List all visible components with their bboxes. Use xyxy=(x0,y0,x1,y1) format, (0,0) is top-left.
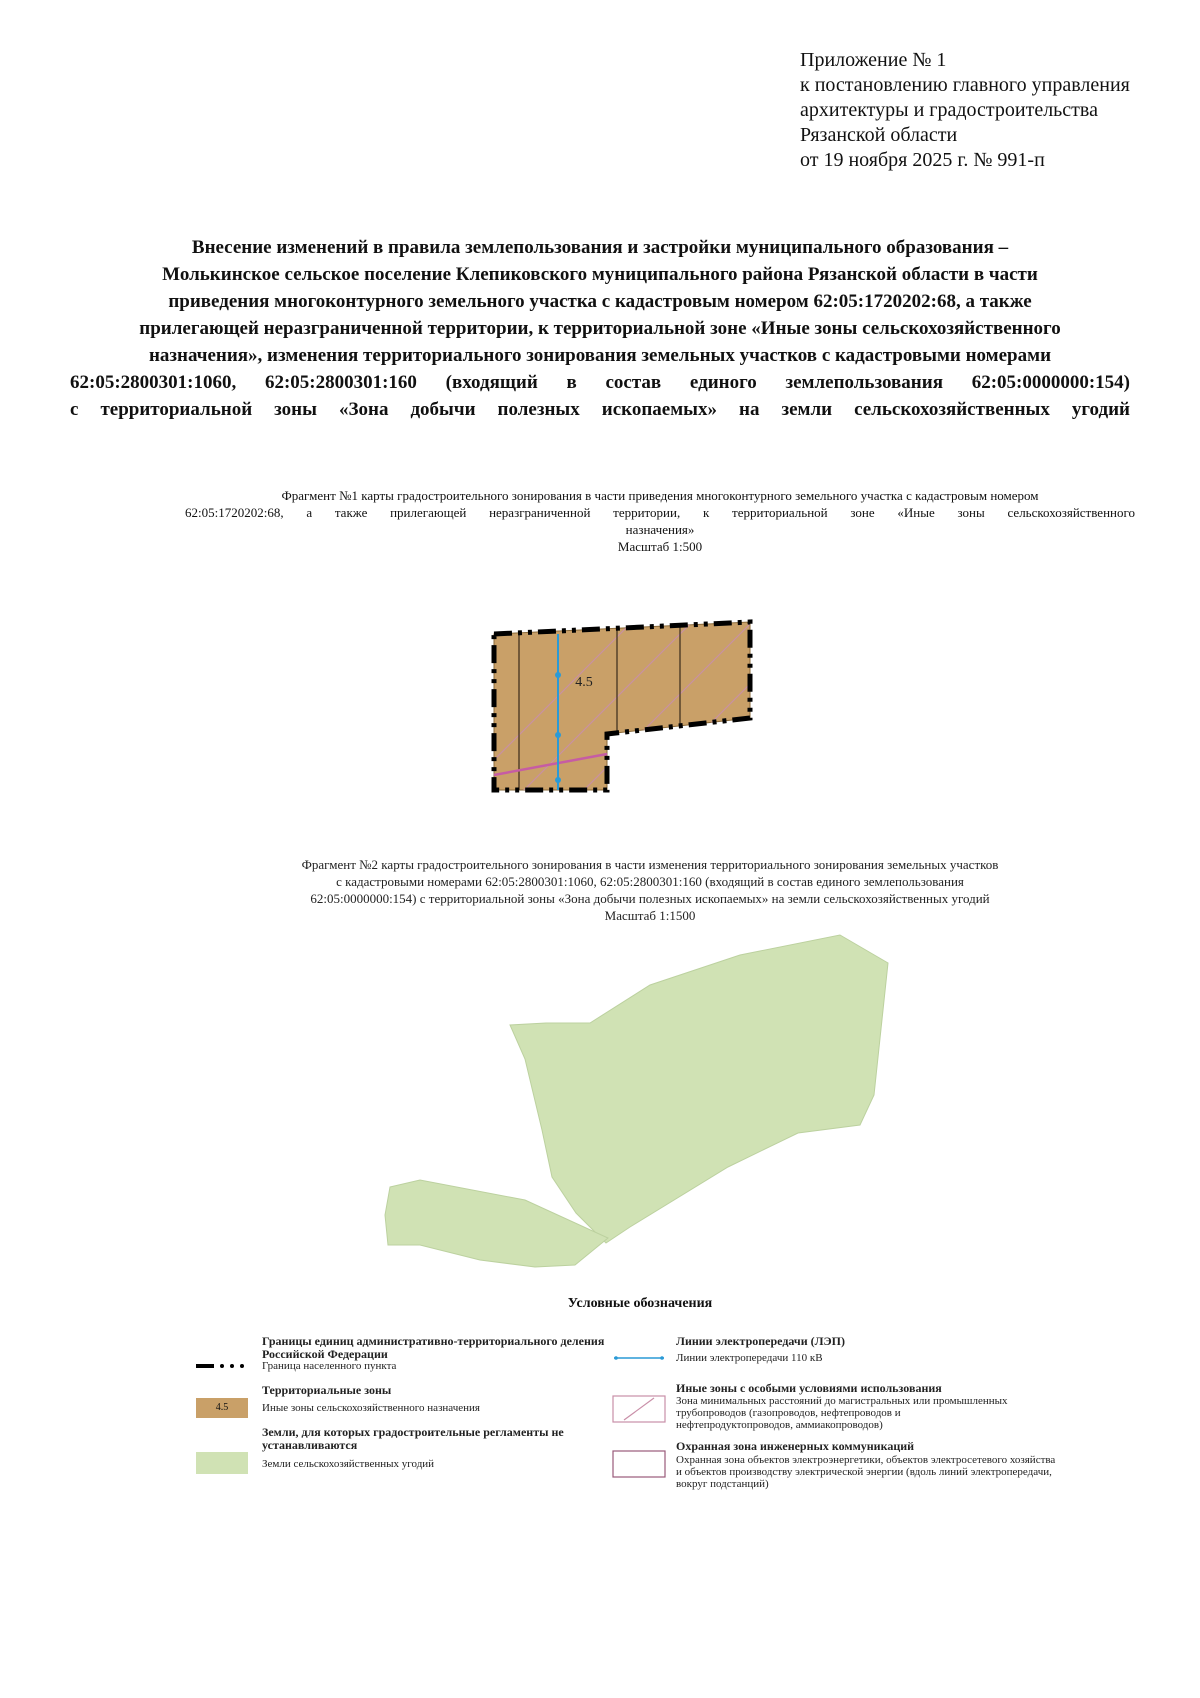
fragment2-caption-line: с кадастровыми номерами 62:05:2800301:1060, 62:05:2800301:160 (входящий в состав единого землепользования xyxy=(336,874,964,889)
legend-power-header: Линии электропередачи (ЛЭП) xyxy=(676,1334,846,1348)
fragment1-caption-line: 62:05:1720202:68, а также прилегающей неразграниченной территории, к территориальной зоне «Иные зоны сельскохозяйственного xyxy=(185,505,1135,520)
fragment1-scale: Масштаб 1:500 xyxy=(617,539,703,554)
fragment1-map xyxy=(482,612,782,802)
settlement-boundary-symbol xyxy=(196,1362,252,1370)
agri-lands-swatch xyxy=(196,1452,248,1474)
title-line: Внесение изменений в правила землепользования и застройки муниципального образования – xyxy=(191,237,1009,258)
title-line: 62:05:2800301:1060, 62:05:2800301:160 (входящий в состав единого землепользования 62:05:0000000:154) xyxy=(70,372,1130,393)
title-line: приведения многоконтурного земельного участка с кадастровым номером 62:05:1720202:68, а также xyxy=(168,291,1032,312)
special-zone-symbol xyxy=(612,1395,666,1423)
appendix-block xyxy=(800,48,1180,173)
fragment2-map xyxy=(360,925,1120,1275)
fragment1-caption xyxy=(185,487,1135,555)
legend-power-item: Линии электропередачи 110 кВ xyxy=(676,1352,823,1364)
power-line-symbol xyxy=(612,1354,666,1362)
protect-zone-symbol xyxy=(612,1450,666,1478)
fragment1-caption-line: назначения» xyxy=(625,522,695,537)
legend-lands-header: Земли, для которых градостроительные регламенты не устанавливаются xyxy=(262,1425,564,1452)
appendix-line: Рязанской области xyxy=(800,124,958,146)
title-line: с территориальной зоны «Зона добычи полезных ископаемых» на земли сельскохозяйственных угодий xyxy=(70,399,1130,420)
fragment2-caption-line: Фрагмент №2 карты градостроительного зонирования в части изменения территориального зонирования земельных участков xyxy=(301,857,999,872)
legend-protect-item: Охранная зона объектов электроэнергетики, объектов электросетевого хозяйства и объектов производству электрической энергии (вдоль линий электропередачи, вокруг подстанций) xyxy=(676,1454,1056,1490)
agri-lands-area-large xyxy=(510,935,888,1243)
legend-zones-header: Территориальные зоны xyxy=(262,1383,392,1397)
legend-lands-item: Земли сельскохозяйственных угодий xyxy=(262,1458,435,1470)
appendix-line: от 19 ноября 2025 г. № 991-п xyxy=(800,149,1045,171)
fragment2-caption xyxy=(205,856,1095,924)
appendix-line: к постановлению главного управления xyxy=(800,74,1130,96)
title-line: прилегающей неразграниченной территории, к территориальной зоне «Иные зоны сельскохозяйственного xyxy=(139,318,1061,339)
appendix-line: Приложение № 1 xyxy=(800,49,947,71)
legend-special-header: Иные зоны с особыми условиями использования xyxy=(676,1381,942,1395)
zone-swatch: 4.5 xyxy=(196,1398,248,1418)
zone-label: 4.5 xyxy=(575,675,593,690)
legend-protect-header: Охранная зона инженерных коммуникаций xyxy=(676,1439,915,1453)
appendix-line: архитектуры и градостроительства xyxy=(800,99,1098,121)
legend-special-item: Зона минимальных расстояний до магистральных или промышленных трубопроводов (газопроводов, нефтепроводов и нефтепродуктопроводов, аммиакопроводов) xyxy=(676,1395,1008,1431)
fragment2-scale: Масштаб 1:1500 xyxy=(604,908,696,923)
document-title xyxy=(70,234,1130,423)
fragment1-caption-line: Фрагмент №1 карты градостроительного зонирования в части приведения многоконтурного земельного участка с кадастровым номером xyxy=(281,488,1039,503)
zone-4-5-area xyxy=(494,622,750,790)
fragment2-caption-line: 62:05:0000000:154) с территориальной зоны «Зона добычи полезных ископаемых» на земли сельскохозяйственных угодий xyxy=(310,891,990,906)
legend-admin-item: Граница населенного пункта xyxy=(262,1360,397,1372)
legend-zones-item: Иные зоны сельскохозяйственного назначения xyxy=(262,1402,480,1414)
legend-title: Условные обозначения xyxy=(567,1296,713,1311)
legend-admin-header: Границы единиц административно-территориального деления Российской Федерации xyxy=(262,1334,605,1361)
title-line: назначения», изменения территориального зонирования земельных участков с кадастровыми номерами xyxy=(148,345,1052,366)
title-line: Молькинское сельское поселение Клепиковского муниципального района Рязанской области в части xyxy=(162,264,1038,285)
